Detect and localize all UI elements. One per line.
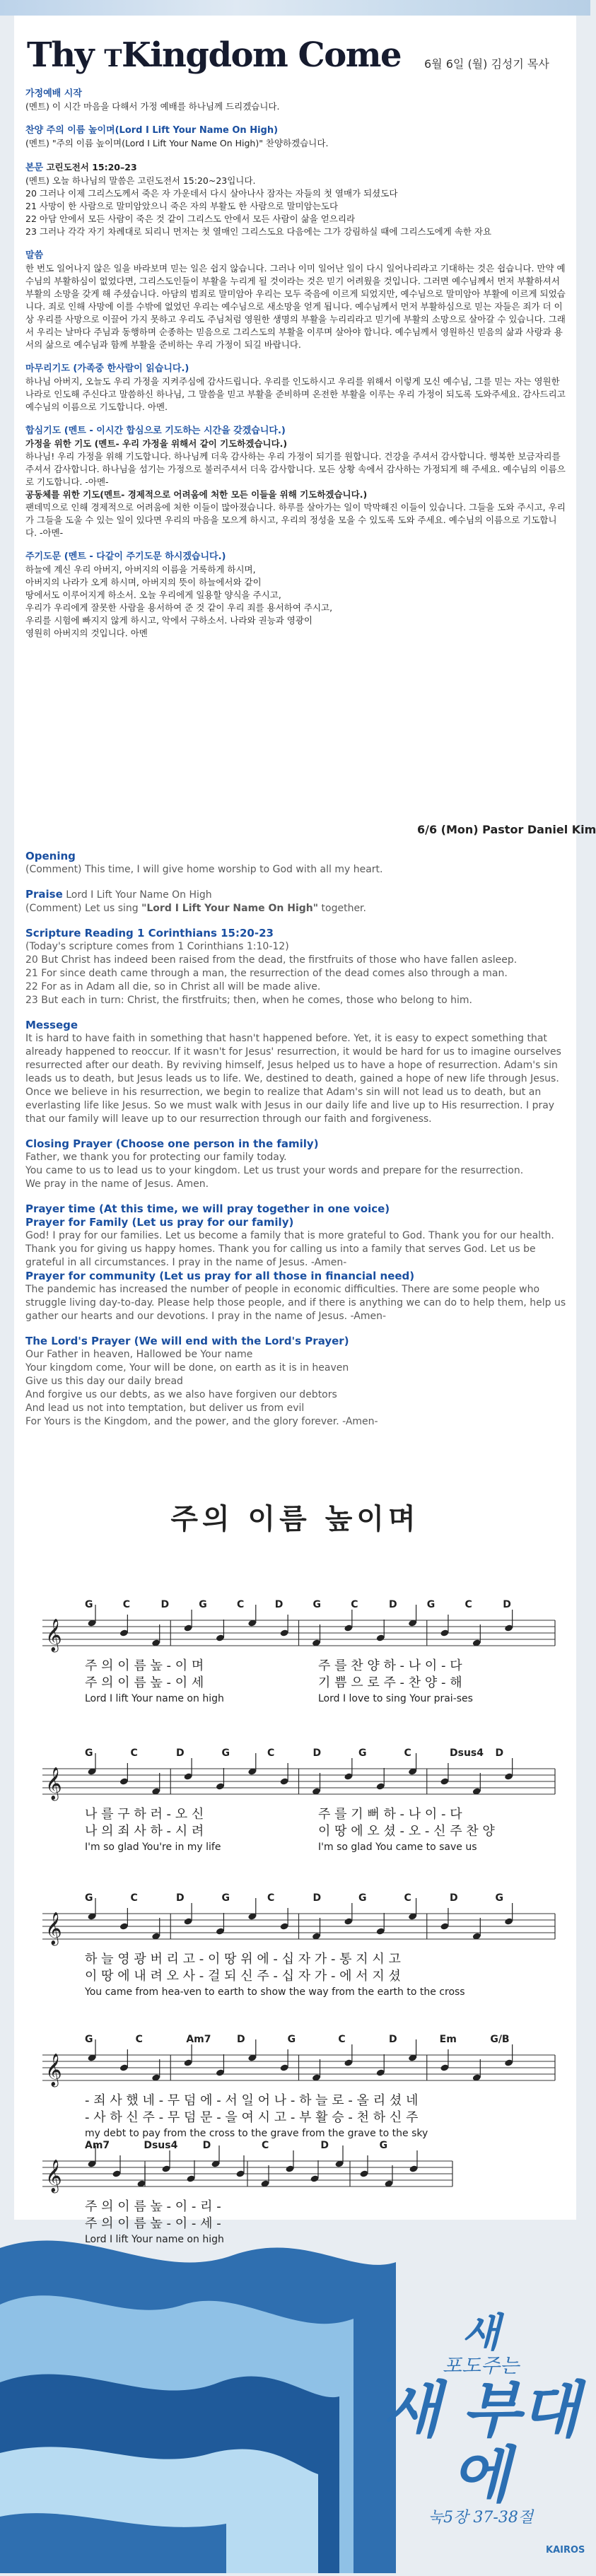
kairos-logo: KAIROS <box>546 2545 585 2555</box>
en-praise-heading: Praise Lord I Lift Your Name On High <box>25 888 212 901</box>
chord-symbol: G <box>495 1892 503 1904</box>
en-praise-text: (Comment) Let us sing "Lord I Lift Your Name On High" together. <box>25 903 366 914</box>
calli-line4: 눅5장 37-38절 <box>428 2509 534 2527</box>
en-closing-line: You came to us to lead us to your kingdom. Let us trust your words and prepare for the resurrection. <box>25 1165 524 1176</box>
calli-line3: 새 부대에 <box>382 2375 580 2511</box>
kr-lords-line: 영원히 아버지의 것입니다. 아멘 <box>25 628 148 638</box>
lyric-korean-verse1: 주 의 이 름 높 - 이 며 <box>85 1658 204 1673</box>
kr-family-heading: 가정을 위한 기도 (멘트- 우리 가정을 위해서 같이 기도하겠습니다.) <box>25 438 288 449</box>
en-lords-line: And forgive us our debts, as we also have forgiven our debtors <box>25 1389 337 1400</box>
kr-message-heading: 말씀 <box>25 250 44 261</box>
chord-symbol: C <box>262 2140 269 2151</box>
lyric-english: my debt to pay from the cross to the grave from the grave to the sky <box>85 2128 428 2139</box>
chord-symbol: G <box>221 1892 230 1904</box>
lyric-korean-verse2-b: 이 땅 에 오 셨 - 오 - 신 주 찬 양 <box>318 1824 495 1839</box>
lyric-english-b: I'm so glad You came to save us <box>318 1842 477 1853</box>
chord-symbol: C <box>135 2034 143 2045</box>
top-decorative-strip <box>0 0 590 16</box>
chord-symbol: C <box>122 1599 131 1610</box>
lyric-korean-verse2: 이 땅 에 내 려 오 사 - 걸 되 신 주 - 십 자 가 - 에 서 지 셨 <box>85 1969 401 1984</box>
chord-symbol: G <box>358 1892 367 1904</box>
en-family-heading: Prayer for Family (Let us pray for our family) <box>25 1216 294 1229</box>
en-lords-line: Your kingdom come, Your will be done, on earth as it is in heaven <box>25 1362 349 1374</box>
en-closing-line: We pray in the name of Jesus. Amen. <box>25 1178 209 1190</box>
chord-symbol: D <box>312 1747 322 1759</box>
en-message-heading: Messege <box>25 1019 78 1031</box>
en-scripture-line: (Today's scripture comes from 1 Corinthians 1:10-12) <box>25 941 289 952</box>
chord-symbol: G <box>199 1599 207 1610</box>
lyric-korean-verse2: 나 의 죄 사 하 - 시 려 <box>85 1824 204 1839</box>
chord-symbol: C <box>338 2034 346 2045</box>
chord-symbol: D <box>495 1747 504 1759</box>
lyric-korean-verse2: 주 의 이 름 높 - 이 - 세 - <box>85 2216 221 2231</box>
en-lords-line: Our Father in heaven, Hallowed be Your name <box>25 1349 253 1360</box>
chord-symbol: D <box>274 1599 284 1610</box>
chord-symbol: Am7 <box>85 2140 110 2151</box>
kr-lords-line: 아버지의 나라가 오게 하시며, 아버지의 뜻이 하늘에서와 같이 <box>25 577 262 587</box>
chord-symbol: Dsus4 <box>144 2140 178 2151</box>
en-family-text: God! I pray for our families. Let us become a family that is more grateful to God. Thank you for our health. Thank you for giving us happy homes. Thank you for calling us into a family that serves God. Let us be grateful in all circumstances. I pray in the name of Jesus. -Amen- <box>25 1230 554 1268</box>
en-community-heading: Prayer for community (Let us pray for all those in financial need) <box>25 1270 415 1282</box>
campaign-calligraphy <box>382 2309 580 2527</box>
kr-closing-prayer <box>25 363 566 414</box>
kr-scripture <box>25 161 566 238</box>
kr-lords-line: 우리를 시험에 빠지지 않게 하시고, 악에서 구하소서. 나라와 권능과 영광이 <box>25 615 312 626</box>
lyric-english: Lord I lift Your name on high <box>85 2234 224 2245</box>
chord-symbol: G <box>85 1892 93 1904</box>
chord-symbol: G <box>85 2034 93 2045</box>
treble-clef-icon: 𝄞 <box>45 1619 62 1651</box>
kr-opening-heading: 가정예배 시작 <box>25 88 82 99</box>
en-scripture-line: 22 For as in Adam all die, so in Christ all will be made alive. <box>25 981 321 993</box>
kr-praise-text: (멘트) "주의 이름 높이며(Lord I Lift Your Name On High)" 찬양하겠습니다. <box>25 138 329 148</box>
chord-symbol: Em <box>439 2034 457 2045</box>
chord-symbol: D <box>503 1599 511 1610</box>
kr-scripture-heading: 본문 고린도전서 15:20–23 <box>25 162 137 173</box>
treble-clef-icon: 𝄞 <box>45 2160 62 2192</box>
chord-symbol: G <box>379 2140 388 2151</box>
chord-symbol: D <box>202 2140 211 2151</box>
lyric-english-b: Lord I love to sing Your prai-ses <box>318 1693 473 1704</box>
en-community-text: The pandemic has increased the number of people in economic difficulties. There are some people who struggle living day-to-day. Please help those people, and if there is anything we can do to help them, help us gather our hearts and our devotions. I pray in the name of Jesus. -Amen- <box>25 1284 566 1322</box>
chord-symbol: D <box>176 1892 185 1904</box>
chord-symbol: G <box>85 1599 93 1610</box>
worship-guide-page <box>14 16 596 1454</box>
sheet-music <box>14 1454 576 2245</box>
kr-praise-heading: 찬양 주의 이름 높이며(Lord I Lift Your Name On High) <box>25 125 279 136</box>
chord-symbol: D <box>237 2034 245 2045</box>
kr-lords-line: 땅에서도 이루어지게 하소서. 오늘 우리에게 일용할 양식을 주시고, <box>25 590 281 600</box>
en-praise <box>25 888 566 915</box>
lyric-english: Lord I lift Your name on high <box>85 1693 224 1704</box>
en-lords-line: And lead us not into temptation, but deliver us from evil <box>25 1403 305 1414</box>
lyric-korean-verse1: 나 를 구 하 러 - 오 신 <box>85 1807 204 1822</box>
en-lords-line: For Yours is the Kingdom, and the power, and the glory forever. -Amen- <box>25 1416 378 1427</box>
kr-scripture-line: (멘트) 오늘 하나님의 말씀은 고린도전서 15:20~23입니다. <box>25 175 256 186</box>
kr-scripture-line: 22 아담 안에서 모든 사람이 죽은 것 같이 그리스도 안에서 모든 사람이 삶을 얻으리라 <box>25 213 356 224</box>
bottom-campaign-banner <box>0 2220 590 2573</box>
en-message-text: It is hard to have faith in something that hasn't happened before. Yet, it is easy to expect something that already happened to reoccur. If it wasn't for Jesus' resurrection, it would be hard for us to imagine ourselves resurrected after our death. By reviving himself, Jesus helped us to have a hope of resurrection. Adam's sin leads us to death, but Jesus leads us to life. We, destined to death, gained a hope of new life through Jesus. Once we believe in his resurrection, we begin to realize that Adam's sin will not lead us to death, but an everlasting life like Jesus. So we must walk with Jesus in our daily life and live up to His resurrection. I pray that our family will leave up to our resurrection through our faith and forgiveness. <box>25 1033 561 1125</box>
chord-symbol: C <box>464 1599 472 1610</box>
lyric-korean-verse2: - 사 하 신 주 - 무 덤 문 - 을 여 시 고 - 부 활 승 - 천 하 신 주 <box>85 2110 419 2125</box>
brand-title: Thy TKingdom Come <box>27 35 402 75</box>
en-scripture-line: 20 But Christ has indeed been raised from the dead, the firstfruits of those who have fallen asleep. <box>25 954 518 966</box>
chord-symbol: C <box>351 1599 358 1610</box>
pastor-signature: 6/6 (Mon) Pastor Daniel Kim <box>417 823 596 836</box>
kr-scripture-line: 20 그러나 이제 그리스도께서 죽은 자 가운데서 다시 살아나사 잠자는 자들의 첫 열매가 되셨도다 <box>25 188 398 199</box>
en-closing-line: Father, we thank you for protecting our family today. <box>25 1152 287 1163</box>
kr-lords-line: 우리가 우리에게 잘못한 사람을 용서하여 준 것 같이 우리 죄를 용서하여 주시고, <box>25 602 333 613</box>
lyric-english: I'm so glad You're in my life <box>85 1842 221 1853</box>
kr-community-text: 팬데믹으로 인해 경제적으로 어려움에 처한 이들이 많아졌습니다. 하루를 살아가는 일이 막막해진 이들이 있습니다. 그들을 도와 주시고, 우리가 그들을 도울 수 있는 일이 있다면 우리의 마음을 모으게 하시고, 우리의 정성을 모을 수 있도록 도와 주세요. 예수님의 이름으로 기도합니다. -아멘- <box>25 502 566 538</box>
en-scripture-line: 21 For since death came through a man, the resurrection of the dead comes also through a man. <box>25 968 508 979</box>
chord-symbol: C <box>267 1747 275 1759</box>
kr-opening-text: (멘트) 이 시간 마음을 다해서 가정 예배를 하나님께 드리겠습니다. <box>25 101 280 112</box>
en-lords-line: Give us this day our daily bread <box>25 1376 183 1387</box>
lyric-english: You came from hea-ven to earth to show the way from the earth to the cross <box>85 1986 465 1998</box>
chord-symbol: G <box>85 1747 93 1759</box>
chord-symbol: G <box>221 1747 230 1759</box>
kr-scripture-line: 23 그러나 각각 자기 차례대로 되리니 먼저는 첫 열매인 그리스도요 다음에는 그가 강림하실 때에 그리스도에게 속한 자요 <box>25 226 492 237</box>
lyric-korean-verse2-b: 기 쁨 으 로 주 - 찬 양 - 해 <box>318 1675 462 1690</box>
en-lords-prayer <box>25 1335 566 1429</box>
en-scripture-line: 23 But each in turn: Christ, the firstfruits; then, when he comes, those who belong to him. <box>25 995 472 1006</box>
chord-symbol: G <box>312 1599 321 1610</box>
kr-closing-text: 하나님 아버지, 오늘도 우리 가정을 지켜주심에 감사드립니다. 우리를 인도하시고 우리를 위해서 이렇게 모신 예수님, 그를 믿는 자는 영원한 나라로 인도해 주신다고 말씀하신 하나님, 그 말씀을 믿고 부활을 준비하며 온전한 부활을 이루는 우리 가정이 되도록 도와주세요. 감사드리고 예수님의 이름으로 기도합니다. 아멘. <box>25 376 566 412</box>
chord-symbol: G <box>426 1599 436 1610</box>
chord-symbol: Dsus4 <box>450 1747 484 1759</box>
lyric-korean-verse1: 주 의 이 름 높 - 이 - 리 - <box>85 2199 221 2214</box>
kr-closing-heading: 마무리기도 (가족중 한사람이 읽습니다.) <box>25 363 189 374</box>
chord-symbol: Am7 <box>186 2034 211 2045</box>
chord-symbol: G/B <box>490 2034 510 2045</box>
korean-section <box>25 88 566 651</box>
kr-praise <box>25 124 566 150</box>
treble-clef-icon: 𝄞 <box>45 1767 62 1800</box>
en-scripture <box>25 927 566 1007</box>
kr-lords-prayer <box>25 551 566 640</box>
kr-unison-heading: 합심기도 (멘트 - 이시간 합심으로 기도하는 시간을 갖겠습니다.) <box>25 426 286 436</box>
kr-message-text: 한 번도 일어나지 않은 일을 바라보며 믿는 일은 쉽지 않습니다. 그러나 이미 일어난 일이 다시 일어나리라고 기대하는 것은 쉽습니다. 만약 예수님의 부활하심이 없었다면, 그리스도인들이 부활을 누리게 될 것이라는 것은 믿기 어려웠을 것입니다. 그러면 예수님께서 먼저 부활하셔서 부활의 소망을 갖게 해 주셨습니다. 아담의 범죄로 말미암아 우리는 모두 죽음에 이르게 되었지만, 예수님으로 말미암아 부활에 이르게 되었습니다. 죄로 인해 사망에 이를 수밖에 없었던 우리는 예수님으로 새소망을 얻게 됩니다. 예수님께서 먼저 부활하심으로 믿는 자들은 죄가 더 이상 우리를 사망으로 이끌어 가지 못하고 우리도 주님처럼 영원한 생명의 부활을 누리리라고 믿기에 부활의 소망으로 살아갈 수 있습니다. 그래서 우리는 날마다 주님과 동행하며 순종하는 믿음으로 그리스도의 부활을 이루며 살아야 합니다. 예수님께서 영원하신 믿음의 삶과 사랑과 용서의 삶으로 예수님과 함께 부활을 준비하는 우리 가정이 되길 바랍니다. <box>25 263 566 350</box>
treble-clef-icon: 𝄞 <box>45 1912 62 1945</box>
treble-clef-icon: 𝄞 <box>45 2054 62 2086</box>
header-date: 6월 6일 (월) 김성기 목사 <box>424 57 549 71</box>
chord-symbol: C <box>404 1892 411 1904</box>
kr-message <box>25 250 566 351</box>
en-lords-heading: The Lord's Prayer (We will end with the Lord's Prayer) <box>25 1335 349 1347</box>
en-prayer-time-heading: Prayer time (At this time, we will pray together in one voice) <box>25 1202 390 1215</box>
chord-symbol: C <box>267 1892 275 1904</box>
en-closing-heading: Closing Prayer (Choose one person in the family) <box>25 1137 319 1150</box>
chord-symbol: D <box>312 1892 322 1904</box>
en-scripture-heading: Scripture Reading 1 Corinthians 15:20-23 <box>25 927 274 939</box>
score-title: 주의 이름 높이며 <box>170 1503 420 1535</box>
chord-symbol: D <box>389 1599 397 1610</box>
en-opening-text: (Comment) This time, I will give home worship to God with all my heart. <box>25 864 383 875</box>
chord-symbol: D <box>160 1599 170 1610</box>
en-message <box>25 1019 566 1126</box>
en-opening-heading: Opening <box>25 850 76 862</box>
kr-family-text: 하나님! 우리 가정을 위해 기도합니다. 하나님께 더욱 감사하는 우리 가정이 되기를 원합니다. 건강을 주셔서 감사합니다. 행복한 보금자리를 주셔서 감사합니다. 하나님을 섬기는 가정으로 불러주셔서 더욱 감사합니다. 모든 상황 속에서 감사하는 가정되게 해 주세요. 예수님의 이름으로 기도합니다. -아멘- <box>25 451 566 487</box>
kr-lords-heading: 주기도문 (멘트 - 다같이 주기도문 하시겠습니다.) <box>25 551 226 562</box>
chord-symbol: C <box>404 1747 411 1759</box>
calli-line1: 새 <box>461 2309 501 2356</box>
en-closing-prayer <box>25 1137 566 1191</box>
lyric-korean-verse1: 하 늘 영 광 버 리 고 - 이 땅 위 에 - 십 자 가 - 통 지 시 고 <box>85 1952 401 1967</box>
chord-symbol: C <box>130 1747 138 1759</box>
chord-symbol: G <box>358 1747 367 1759</box>
lyric-korean-verse1-b: 주 를 기 뻐 하 - 나 이 - 다 <box>318 1807 462 1822</box>
chord-symbol: C <box>130 1892 138 1904</box>
kr-scripture-line: 21 사망이 한 사람으로 말미암았으니 죽은 자의 부활도 한 사람으로 말미암는도다 <box>25 201 339 211</box>
lyric-korean-verse1: - 죄 사 했 네 - 무 덤 에 - 서 일 어 나 - 하 늘 로 - 올 리 셨 네 <box>85 2093 419 2108</box>
lyric-korean-verse1-b: 주 를 찬 양 하 - 나 이 - 다 <box>318 1658 462 1673</box>
chord-symbol: G <box>287 2034 296 2045</box>
en-prayer-time <box>25 1202 566 1323</box>
chord-symbol: D <box>450 1892 458 1904</box>
page-header <box>27 35 564 78</box>
chord-symbol: D <box>176 1747 185 1759</box>
lyric-korean-verse2: 주 의 이 름 높 - 이 세 <box>85 1675 204 1690</box>
chord-symbol: D <box>389 2034 397 2045</box>
english-section <box>25 850 566 1440</box>
calli-line2: 포도주는 <box>442 2354 520 2377</box>
chord-symbol: C <box>237 1599 245 1610</box>
kr-unison-prayer <box>25 425 566 539</box>
chord-symbol: D <box>320 2140 329 2151</box>
en-opening <box>25 850 566 877</box>
sheet-music-staves <box>14 1454 576 2245</box>
kr-community-heading: 공동체를 위한 기도(멘트- 경제적으로 어려움에 처한 모든 이들을 위해 기도하겠습니다.) <box>25 489 368 500</box>
kr-opening <box>25 88 566 113</box>
kr-lords-line: 하늘에 계신 우리 아버지, 아버지의 이름을 거룩하게 하시며, <box>25 564 256 575</box>
